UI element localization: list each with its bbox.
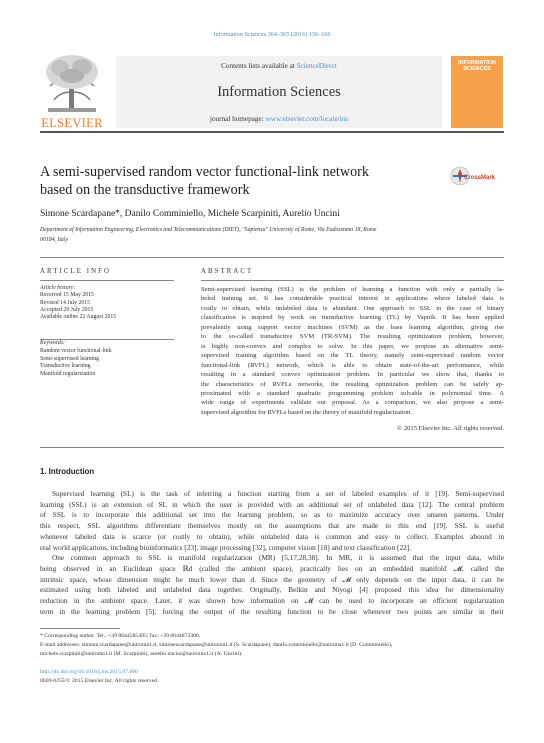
history-item: Received 15 May 2015 (40, 292, 94, 299)
doi-link[interactable]: http://dx.doi.org/10.1016/j.ins.2015.07.060 (40, 669, 139, 675)
keyword-item: Transductive learning (40, 363, 91, 370)
title-line-1: A semi-supervised random vector functional-link network (40, 164, 369, 180)
section-heading-introduction: 1. Introduction (40, 467, 95, 476)
history-item: Accepted 29 July 2015 (40, 306, 94, 313)
abstract-line: supervised training algorithm based on the TL theory, namely semi-supervised random vector (201, 352, 504, 360)
cover-title: INFORMATION SCIENCES (458, 60, 496, 72)
journal-homepage-link[interactable]: www.elsevier.com/locate/ins (265, 115, 349, 123)
keyword-item: Semi-supervised learning (40, 355, 100, 362)
affiliation (40, 225, 412, 245)
abstract-line: costly to obtain, while unlabeled data is abundant. One approach to SSL in the case of binary (201, 304, 504, 312)
homepage-line (116, 115, 442, 123)
abstract-line: beled training set. It has considerable practical interest in applications where labeled data is (201, 295, 504, 303)
body-line: estimated using both labeled and unlabeled data together. Originally, Belkin and Niyogi [4] proposed this idea for dimensionality (40, 585, 504, 595)
abstract-line: proximated with a standard quadratic programming problem solvable in polynomial time. A (201, 389, 504, 397)
abstract-text (201, 285, 504, 417)
keyword-item: Manifold regularization (40, 371, 96, 378)
abstract-line: supervised algorithm for RVFLs based on the theory of manifold regularization. (201, 408, 412, 416)
author-list: Simone Scardapane*, Danilo Comminiello, Michele Scarpiniti, Aurelio Uncini (40, 209, 340, 219)
paper-title (40, 163, 400, 199)
keywords (40, 340, 174, 379)
footnote-line: michele.scarpiniti@uniroma1.it (M. Scarpiniti), aurelio.uncini@uniroma1.it (A. Uncini). (40, 650, 243, 657)
abstract-heading: ABSTRACT (201, 268, 254, 275)
header-rule (40, 131, 504, 133)
keywords-label: Keywords: (40, 340, 65, 346)
affiliation-line-2: 00184, Italy (40, 237, 69, 243)
footnote-line: E-mail addresses: simone.scardapane@uniroma1.it, simonescardapane@uniroma1.it (S. Scardapane), danilo.comminiello@uniroma1.it (D. Comminiello), (40, 641, 393, 648)
homepage-prefix: journal homepage: (209, 115, 266, 123)
history-label: Article history: (40, 285, 76, 291)
crossmark-label: CrossMark (464, 175, 496, 181)
body-line: whenever labeled data is scarce (or costly to obtain), while unlabeled data is common and easy to collect. Examples abound in (40, 531, 504, 541)
body-line: real world applications, including bioinformatics [23], image processing [32], computer vision [18] and text classification [22]. (40, 542, 412, 552)
body-line: Supervised learning (SL) is the task of inferring a function starting from a set of labeled examples of it [19]. Semi-supervised (52, 489, 504, 498)
abstract-line: classification is inspired by work on transductive learning (TL) by Vapnik. It has been applied (201, 314, 504, 322)
footnote-line: * Corresponding author. Tel.: +39 0644585495; fax: +39 0644873300. (40, 633, 201, 639)
publisher-wordmark: ELSEVIER (41, 116, 103, 130)
divider (201, 280, 504, 281)
journal-citation-link[interactable]: Information Sciences 364–365 (2016) 156–166 (213, 31, 331, 38)
issn-line: 0020-0255/© 2015 Elsevier Inc. All rights reserved. (40, 678, 159, 684)
affiliation-line-1: Department of Information Engineering, Electronics and Telecommunications (DIET), "Sapienza" University of Rome, Via Eudossiana 18, Rome (40, 227, 377, 233)
footnote-rule (40, 628, 120, 629)
body-line: this respect, SSL algorithms differentiate themselves mostly on the assumptions that are made to this end [19]. SSL is useful (40, 521, 504, 531)
contents-prefix: Contents lists available at (221, 62, 297, 70)
abstract-line: the characteristics of RVFLs networks, the resulting optimization problem can be safely ap- (201, 380, 504, 388)
body-line: term in the learning problem [5], forcing the output of the resulting function to be close whenever two points are similar in their (40, 606, 504, 616)
keyword-item: Random vector functional-link (40, 347, 112, 354)
footnotes (40, 632, 504, 658)
abstract-line: wide range of experiments validate our proposal. As a comparison, we also propose a semi- (201, 399, 504, 407)
abstract-line: is highly non-convex and complex to solve. In this paper, we propose an alternative semi- (201, 342, 504, 350)
abstract-line: Semi-supervised learning (SSL) is the problem of learning a function with only a partially la- (201, 286, 504, 293)
introduction-text (40, 489, 504, 617)
article-info-heading: ARTICLE INFO (40, 268, 112, 275)
body-line: intrinsic space, whose dimension might be much lower than d. Since the geometry of 𝓜 only depends on the input data, it can be (40, 574, 504, 584)
history-item: Available online 22 August 2015 (40, 314, 117, 321)
abstract-line: to the so-called transductive SVM (TR-SVM). The resulting optimization problem, however, (201, 333, 504, 341)
sciencedirect-link[interactable]: ScienceDirect (296, 62, 337, 70)
history-item: Revised 14 July 2015 (40, 299, 91, 306)
abstract-line: prevalently using support vector machines (SVM) as the base learning algorithm, giving rise (201, 323, 504, 331)
contents-line (116, 62, 442, 70)
abstract-line: functional-link (RVFL) network, which is able to obtain state-of-the-art performance, while (201, 361, 504, 369)
divider (40, 447, 504, 448)
copyright-notice: © 2015 Elsevier Inc. All rights reserved. (397, 425, 504, 432)
body-line: learning (SSL) is an extension of SL in which the user is provided with an additional set of unlabeled data [12]. The central problem (40, 499, 504, 509)
divider (40, 257, 504, 258)
body-line: being observed in an Euclidean space ℝd (called the ambient space), practically lies on an embedded manifold 𝓜, called the (40, 563, 504, 573)
body-line: One common approach to SSL is manifold regularization (MR) [5,17,28,38]. In MR, it is assumed that the input data, while (52, 553, 504, 563)
journal-name: Information Sciences (217, 84, 341, 100)
divider (40, 280, 174, 281)
body-line: of SSL is to incorporate this additional set into the learning problem, so as to maximize accuracy over unseen patterns. Under (40, 510, 504, 520)
body-line: reduction in the ambient space. Later, it was shown how information on 𝓜 can be used to incorporate an efficient regularization (40, 596, 504, 606)
abstract-line: resulting in a standard convex optimization problem. In particular we show that, thanks to (201, 371, 504, 379)
title-line-2: based on the transductive framework (40, 182, 250, 198)
article-history (40, 285, 174, 321)
